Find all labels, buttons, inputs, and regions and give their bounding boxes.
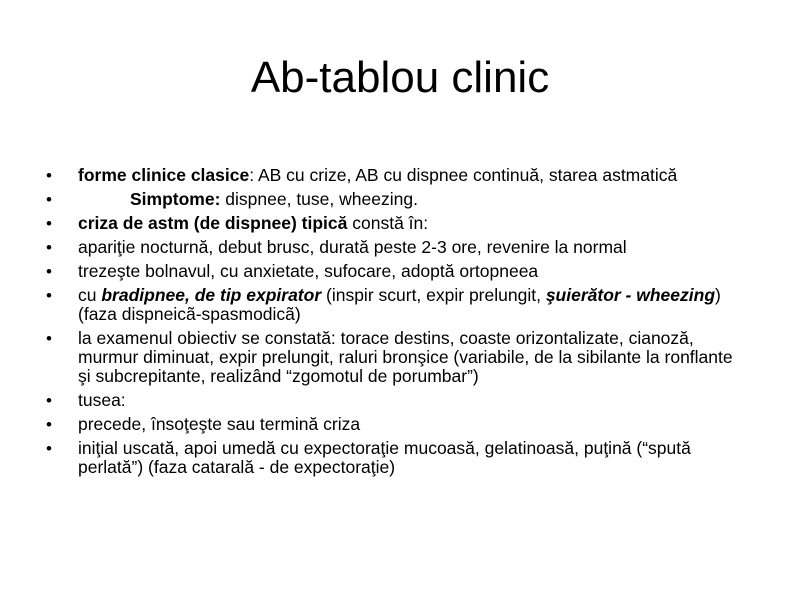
bullet-dot: • — [46, 329, 52, 348]
bullet-simptome — [46, 190, 746, 209]
bullet-bradipnee — [46, 286, 746, 324]
bullet-bold-text: criza de astm (de dispnee) tipică — [78, 213, 348, 233]
bullet-text: trezeşte bolnavul, cu anxietate, sufocare, adoptă ortopneea — [78, 261, 539, 281]
bullet-text: tusea: — [78, 390, 126, 410]
bullet-aparitie — [46, 238, 746, 257]
bullet-trezeste — [46, 262, 746, 281]
bullet-normal-text: (inspir scurt, expir prelungit, — [321, 285, 546, 305]
bullet-normal-text: : AB cu crize, AB cu dispnee continuă, starea astmatică — [249, 165, 678, 185]
bullet-bold-text: Simptome: — [130, 189, 221, 209]
bullet-normal-text: dispnee, tuse, wheezing. — [220, 189, 418, 209]
bullet-normal-text: cu — [78, 285, 102, 305]
bullet-dot: • — [46, 190, 52, 209]
bullet-dot: • — [46, 286, 52, 305]
bullet-text — [78, 165, 677, 185]
bullet-examen-obiectiv — [46, 329, 746, 386]
bullet-dot: • — [46, 391, 52, 410]
bullet-text — [78, 213, 428, 233]
bullet-list — [46, 166, 746, 482]
bullet-initial-uscata — [46, 439, 746, 477]
bullet-normal-text: ) (faza dispneicã-spasmodicã) — [78, 285, 721, 324]
bullet-dot: • — [46, 166, 52, 185]
bullet-text: apariţie nocturnă, debut brusc, durată peste 2-3 ore, revenire la normal — [78, 237, 627, 257]
bullet-dot: • — [46, 415, 52, 434]
bullet-bold-italic-text: bradipnee, de tip expirator — [101, 285, 322, 305]
bullet-dot: • — [46, 214, 52, 233]
bullet-dot: • — [46, 238, 52, 257]
bullet-bold-italic-text: şuierător - wheezing — [545, 285, 716, 305]
bullet-text: la examenul obiectiv se constată: torace destins, coaste orizontalizate, cianoză, murmur diminuat, expir prelungit, raluri bronşice (variabile, de la sibilante la ronflante şi subcrepitante, realizând “zgomotul de porumbar”) — [78, 328, 733, 386]
bullet-dot: • — [46, 262, 52, 281]
bullet-bold-text: forme clinice clasice — [78, 165, 250, 185]
bullet-forme-clinice — [46, 166, 746, 185]
bullet-precede — [46, 415, 746, 434]
bullet-dot: • — [46, 439, 52, 458]
bullet-text: precede, însoţeşte sau termină criza — [78, 414, 361, 434]
bullet-tusea — [46, 391, 746, 410]
bullet-normal-text: constă în: — [347, 213, 429, 233]
bullet-text — [78, 285, 721, 324]
bullet-text — [78, 189, 418, 209]
bullet-text: iniţial uscată, apoi umedă cu expectoraţie mucoasă, gelatinoasă, puţină (“spută perlată”) (faza catarală - de expectoraţie) — [78, 438, 691, 477]
slide-title: Ab-tablou clinic — [250, 53, 550, 102]
bullet-criza-de-astm — [46, 214, 746, 233]
